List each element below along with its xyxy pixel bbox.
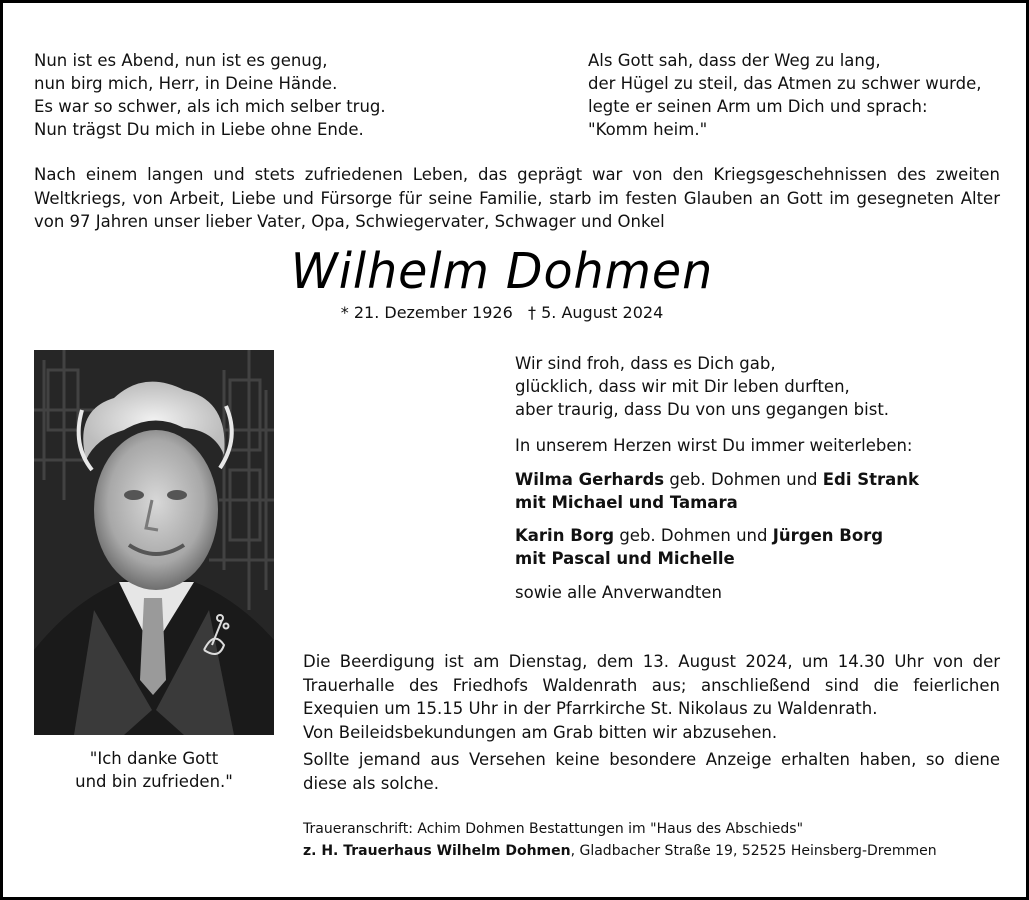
family-kids: mit Michael und Tamara [515, 493, 738, 512]
deceased-name: Wilhelm Dohmen [290, 243, 714, 300]
photo-caption [34, 747, 274, 793]
verse-line: Wir sind froh, dass es Dich gab, [515, 354, 776, 373]
death-date: † 5. August 2024 [528, 303, 664, 322]
family-kids: mit Pascal und Michelle [515, 549, 735, 568]
family-entry-2 [515, 524, 883, 570]
family-entry-1 [515, 468, 919, 514]
verse-line: glücklich, dass wir mit Dir leben durften, [515, 377, 850, 396]
notice-text: Sollte jemand aus Versehen keine besondere Anzeige erhalten haben, so diene diese als solche. [303, 750, 1000, 793]
family-partner: Jürgen Borg [772, 526, 884, 545]
mourning-address-2 [303, 840, 937, 862]
relatives-line: sowie alle Anverwandten [515, 583, 722, 602]
address-bold: z. H. Trauerhaus Wilhelm Dohmen [303, 843, 571, 859]
poem-right-line: der Hügel zu steil, das Atmen zu schwer wurde, [588, 74, 982, 93]
poem-right [588, 49, 982, 141]
poem-left [34, 49, 386, 141]
family-mid: geb. Dohmen und [614, 526, 773, 545]
condolence-request: Von Beileidsbekundungen am Grab bitten wir abzusehen. [303, 723, 778, 742]
funeral-details: Die Beerdigung ist am Dienstag, dem 13. August 2024, um 14.30 Uhr von der Trauerhalle des Friedhofs Waldenrath aus; anschließend sind die feierlichen Exequien um 15.15 Uhr in der Pfarrkirche St. Nikolaus zu Waldenrath. [303, 652, 1000, 718]
mourning-address-1: Traueranschrift: Achim Dohmen Bestattungen im "Haus des Abschieds" [303, 821, 804, 837]
heart-line: In unserem Herzen wirst Du immer weiterleben: [515, 436, 913, 455]
verse-line: aber traurig, dass Du von uns gegangen bist. [515, 400, 890, 419]
poem-left-line: nun birg mich, Herr, in Deine Hände. [34, 74, 338, 93]
family-partner: Edi Strank [822, 470, 920, 489]
family-name: Wilma Gerhards [515, 470, 665, 489]
family-mid: geb. Dohmen und [664, 470, 823, 489]
caption-line: und bin zufrieden." [75, 772, 233, 791]
family-name: Karin Borg [515, 526, 615, 545]
poem-left-line: Nun ist es Abend, nun ist es genug, [34, 51, 328, 70]
birth-date: * 21. Dezember 1926 [340, 303, 513, 322]
portrait-photo [34, 350, 274, 735]
poem-left-line: Es war so schwer, als ich mich selber trug. [34, 97, 386, 116]
portrait-illustration [34, 350, 274, 735]
poem-right-line: Als Gott sah, dass der Weg zu lang, [588, 51, 881, 70]
poem-right-line: legte er seinen Arm um Dich und sprach: [588, 97, 928, 116]
caption-line: "Ich danke Gott [89, 749, 219, 768]
poem-right-line: "Komm heim." [588, 120, 708, 139]
verse [515, 352, 889, 421]
life-dates [3, 303, 1001, 322]
intro-text: Nach einem langen und stets zufriedenen Leben, das geprägt war von den Kriegsgeschehnissen des zweiten Weltkriegs, von Arbeit, Liebe und Fürsorge für seine Familie, starb im festen Glauben an Gott im gesegneten Alter von 97 Jahren unser lieber Vater, Opa, Schwiegervater, Schwager und Onkel [34, 165, 1000, 231]
address-rest: , Gladbacher Straße 19, 52525 Heinsberg-Dremmen [570, 843, 937, 859]
poem-left-line: Nun trägst Du mich in Liebe ohne Ende. [34, 120, 364, 139]
